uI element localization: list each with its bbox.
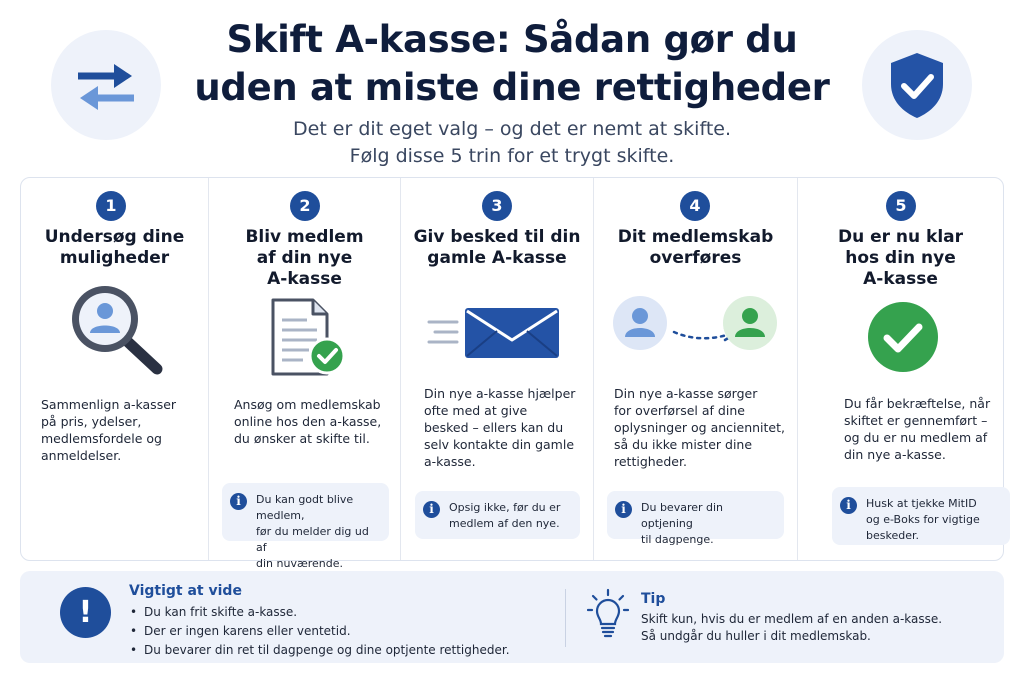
desc-line: Du får bekræftelse, når — [844, 396, 991, 411]
step-title-line: muligheder — [59, 248, 170, 268]
check-circle-icon — [866, 300, 940, 374]
desc-line: din nye a-kasse. — [844, 447, 946, 462]
step-title — [401, 227, 593, 269]
step-title-line: hos din nye — [845, 248, 956, 268]
tip-title: Tip — [641, 591, 666, 607]
exclamation-icon: ! — [60, 587, 111, 638]
desc-line: og du er nu medlem af — [844, 430, 988, 445]
info-icon: i — [615, 501, 632, 518]
swap-arrows-icon — [74, 60, 138, 110]
list-item: • Du bevarer din ret til dagpenge og dine optjente rettigheder. — [129, 641, 510, 660]
note-line: og e-Boks for vigtige — [866, 513, 980, 526]
note-text — [256, 492, 381, 572]
step-1 — [21, 178, 208, 560]
important-list — [129, 603, 510, 660]
step-2 — [208, 178, 400, 570]
step-title — [21, 227, 208, 269]
divider — [565, 589, 566, 647]
note-line: til dagpenge. — [641, 533, 714, 546]
note-line: din nuværende. — [256, 557, 344, 570]
step-title — [798, 227, 1003, 290]
step-number: 4 — [680, 191, 710, 221]
envelope-icon — [427, 304, 567, 362]
swap-arrows-badge — [51, 30, 161, 140]
desc-line: du ønsker at skifte til. — [234, 431, 370, 446]
magnifier-person-icon — [69, 283, 165, 375]
title-line-2: uden at miste dine rettigheder — [194, 66, 830, 109]
important-title: Vigtigt at vide — [129, 583, 242, 599]
note-line: Husk at tjekke MitID — [866, 497, 977, 510]
step-title — [209, 227, 400, 290]
subtitle-line-1: Det er dit eget valg – og det er nemt at skifte. — [293, 118, 731, 140]
step-number: 5 — [886, 191, 916, 221]
info-icon: i — [840, 497, 857, 514]
step-title-line: Undersøg dine — [44, 227, 185, 247]
step-3 — [400, 178, 593, 560]
shield-badge — [862, 30, 972, 140]
step-description — [41, 396, 201, 464]
steps-panel — [20, 177, 1004, 570]
tip-line-2: Så undgår du huller i dit medlemskab. — [641, 629, 871, 643]
desc-line: på pris, ydelser, — [41, 414, 142, 429]
note-text — [449, 500, 560, 532]
transfer-users-icon — [612, 294, 782, 354]
desc-line: ofte med at give — [424, 403, 528, 418]
step-title-line: gamle A-kasse — [427, 248, 567, 268]
step-4 — [593, 178, 797, 560]
step-5 — [797, 178, 1003, 560]
info-icon: i — [230, 493, 247, 510]
list-item: • Du kan frit skifte a-kasse. — [129, 603, 510, 622]
note-text — [641, 500, 776, 548]
step-description — [614, 385, 796, 470]
subtitle-line-2: Følg disse 5 trin for et trygt skifte. — [349, 145, 675, 167]
page-subtitle — [170, 116, 854, 170]
desc-line: så du ikke mister dine — [614, 437, 753, 452]
desc-line: besked – ellers kan du — [424, 420, 564, 435]
step-note — [415, 491, 580, 539]
step-number: 3 — [482, 191, 512, 221]
page-title — [170, 16, 854, 112]
step-note — [832, 487, 1010, 545]
document-check-icon — [269, 298, 349, 378]
desc-line: medlemsfordele og — [41, 431, 162, 446]
step-number: 1 — [96, 191, 126, 221]
desc-line: Din nye a-kasse hjælper — [424, 386, 576, 401]
step-title-line: A-kasse — [267, 269, 342, 289]
step-description — [844, 395, 1002, 463]
note-line: før du melder dig ud af — [256, 525, 369, 554]
step-description — [234, 396, 399, 447]
shield-check-icon — [887, 50, 947, 120]
info-icon: i — [423, 501, 440, 518]
desc-line: Sammenlign a-kasser — [41, 397, 177, 412]
note-line: Du kan godt blive medlem, — [256, 493, 354, 522]
desc-line: oplysninger og anciennitet, — [614, 420, 785, 435]
note-line: Du bevarer din optjening — [641, 501, 724, 530]
list-item: • Der er ingen karens eller ventetid. — [129, 622, 510, 641]
step-title-line: Du er nu klar — [837, 227, 964, 247]
note-text — [866, 496, 980, 544]
step-title-line: Giv besked til din — [413, 227, 581, 247]
step-note — [222, 483, 389, 570]
desc-line: Din nye a-kasse sørger — [614, 386, 758, 401]
desc-line: a-kasse. — [424, 454, 476, 469]
step-note — [607, 491, 784, 546]
step-title-line: af din nye — [256, 248, 353, 268]
info-panel — [20, 571, 1004, 663]
desc-line: anmeldelser. — [41, 448, 122, 463]
desc-line: for overførsel af dine — [614, 403, 745, 418]
title-line-1: Skift A-kasse: Sådan gør du — [226, 18, 798, 61]
step-title-line: overføres — [649, 248, 742, 268]
desc-line: online hos den a-kasse, — [234, 414, 382, 429]
desc-line: rettigheder. — [614, 454, 687, 469]
note-line: Opsig ikke, før du er — [449, 501, 561, 514]
lightbulb-icon — [587, 588, 629, 642]
tip-line-1: Skift kun, hvis du er medlem af en anden a-kasse. — [641, 612, 943, 626]
step-description — [424, 385, 592, 470]
step-title-line: A-kasse — [863, 269, 938, 289]
note-line: beskeder. — [866, 529, 919, 542]
desc-line: selv kontakte din gamle — [424, 437, 575, 452]
step-title-line: Bliv medlem — [245, 227, 364, 247]
tip-text — [641, 611, 942, 645]
note-line: medlem af den nye. — [449, 517, 560, 530]
desc-line: Ansøg om medlemskab — [234, 397, 381, 412]
step-title — [594, 227, 797, 269]
step-title-line: Dit medlemskab — [617, 227, 774, 247]
step-number: 2 — [290, 191, 320, 221]
desc-line: skiftet er gennemført – — [844, 413, 988, 428]
